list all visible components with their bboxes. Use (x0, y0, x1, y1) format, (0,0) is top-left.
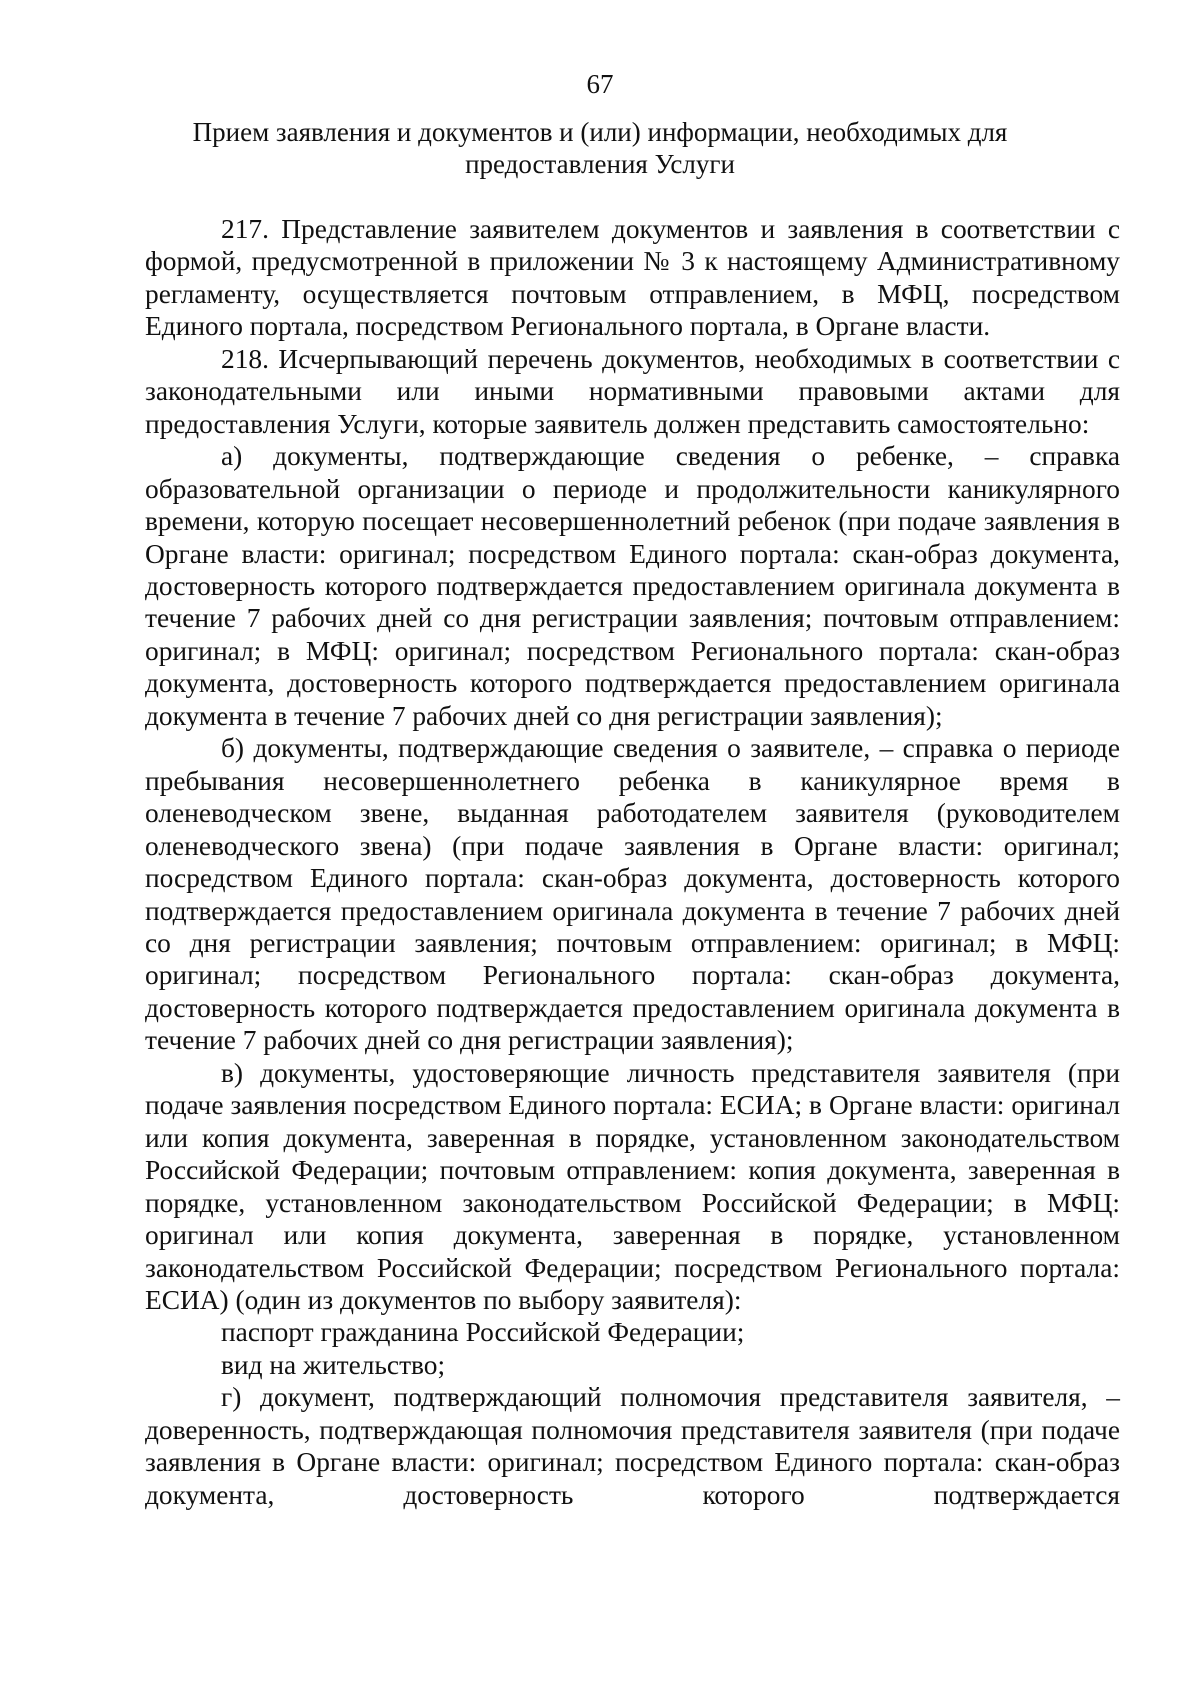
section-heading-line-2: предоставления Услуги (465, 149, 735, 179)
paragraph-item-a: а) документы, подтверждающие сведения о ребенке, – справка образовательной организации о периоде и продолжительности каникулярного времени, которую посещает несовершеннолетний ребенок (при подаче заявления в Органе власти: оригинал; посредством Единого портала: скан-образ документа, достоверность которого подтверждается предоставлением оригинала документа в течение 7 рабочих дней со дня регистрации заявления; почтовым отправлением: оригинал; в МФЦ: оригинал; посредством Регионального портала: скан-образ документа, достоверность которого подтверждается предоставлением оригинала документа в течение 7 рабочих дней со дня регистрации заявления); (145, 441, 1120, 731)
section-heading (150, 116, 1050, 180)
paragraph-217: 217. Представление заявителем документов и заявления в соответствии с формой, предусмотренной в приложении № 3 к настоящему Административному регламенту, осуществляется почтовым отправлением, в МФЦ, посредством Единого портала, посредством Регионального портала, в Органе власти. (145, 214, 1120, 342)
section-heading-line-1: Прием заявления и документов и (или) информации, необходимых для (192, 117, 1008, 147)
list-item-passport: паспорт гражданина Российской Федерации; (221, 1317, 745, 1348)
list-item-residence-permit: вид на жительство; (221, 1349, 446, 1380)
page-number: 67 (586, 69, 614, 99)
paragraph-item-b: б) документы, подтверждающие сведения о заявителе, – справка о периоде пребывания несовершеннолетнего ребенка в каникулярное время в оленеводческом звене, выданная работодателем заявителя (руководителем оленеводческого звена) (при подаче заявления в Органе власти: оригинал; посредством Единого портала: скан-образ документа, достоверность которого подтверждается предоставлением оригинала документа в течение 7 рабочих дней со дня регистрации заявления; почтовым отправлением: оригинал; в МФЦ: оригинал; посредством Регионального портала: скан-образ документа, достоверность которого подтверждается предоставлением оригинала документа в течение 7 рабочих дней со дня регистрации заявления); (145, 733, 1120, 1056)
document-body (145, 213, 1120, 1511)
paragraph-218: 218. Исчерпывающий перечень документов, необходимых в соответствии с законодательными или иными нормативными правовыми актами для предоставления Услуги, которые заявитель должен представить самостоятельно: (145, 343, 1120, 439)
paragraph-item-g: г) документ, подтверждающий полномочия представителя заявителя, – доверенность, подтверждающая полномочия представителя заявителя (при подаче заявления в Органе власти: оригинал; посредством Единого портала: скан-образ документа, достоверность которого подтверждается (145, 1382, 1120, 1510)
paragraph-item-v: в) документы, удостоверяющие личность представителя заявителя (при подаче заявления посредством Единого портала: ЕСИА; в Органе власти: оригинал или копия документа, заверенная в порядке, установленном законодательством Российской Федерации; почтовым отправлением: копия документа, заверенная в порядке, установленном законодательством Российской Федерации; в МФЦ: оригинал или копия документа, заверенная в порядке, установленном законодательством Российской Федерации; посредством Регионального портала: ЕСИА) (один из документов по выбору заявителя): (145, 1057, 1120, 1315)
